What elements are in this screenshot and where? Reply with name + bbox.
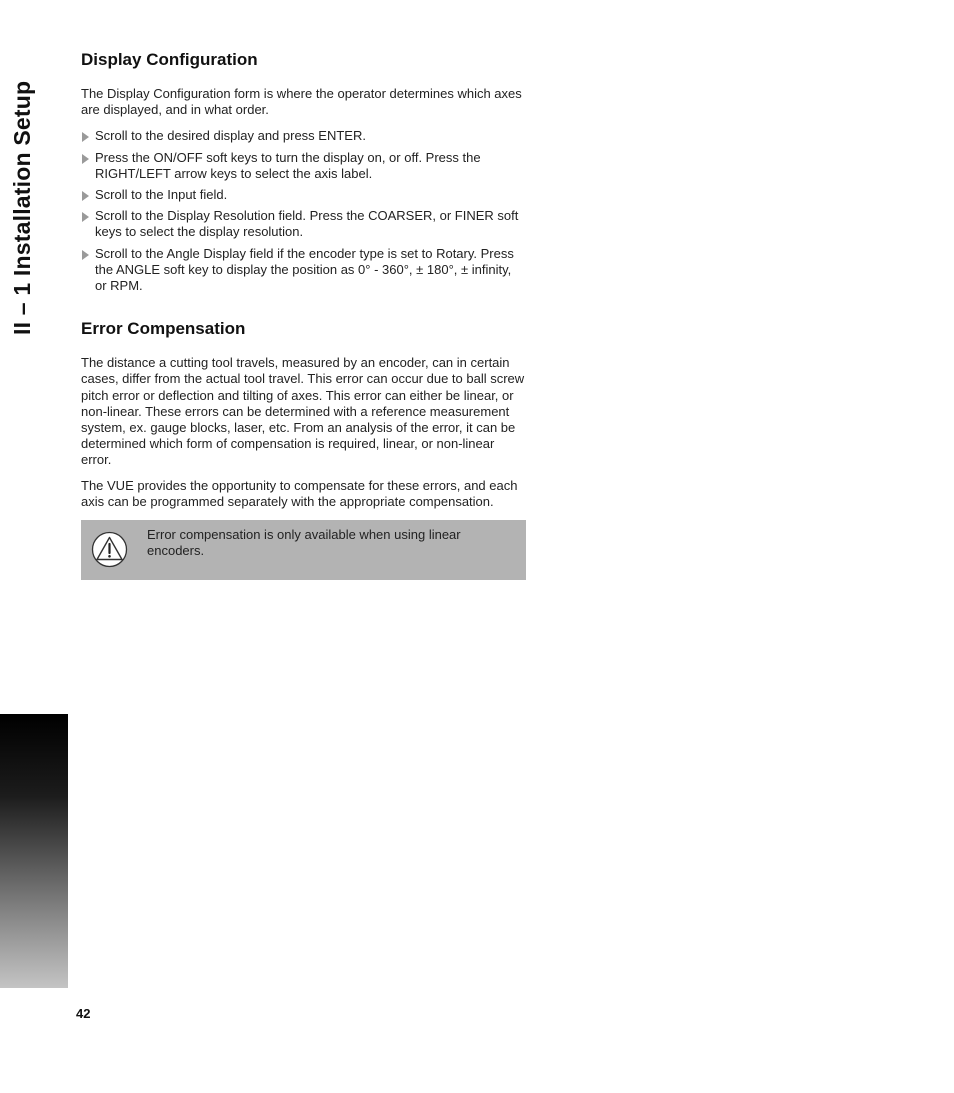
page-number: 42 xyxy=(76,1006,91,1021)
intro-paragraph: The Display Configuration form is where the operator determines which axes are displayed, and in what order. xyxy=(81,86,522,118)
triangle-bullet-icon xyxy=(82,154,89,164)
chapter-title: II – 1 Installation Setup xyxy=(9,80,35,335)
triangle-bullet-icon xyxy=(82,191,89,201)
note-text: Error compensation is only available when using linear encoders. xyxy=(147,527,461,559)
section-title-error-compensation: Error Compensation xyxy=(81,319,246,339)
triangle-bullet-icon xyxy=(82,212,89,222)
list-item: Scroll to the Input field. xyxy=(81,187,526,203)
error-paragraph-2: The VUE provides the opportunity to compensate for these errors, and each axis can be programmed separately with the appropriate compensation. xyxy=(81,477,518,509)
section-title-display-configuration: Display Configuration xyxy=(81,50,258,69)
error-paragraph-1: The distance a cutting tool travels, measured by an encoder, can in certain cases, differ from the actual tool travel. This error can occur due to ball screw pitch error or deflection and tilting of axes. This error can either be linear, or non-linear. These errors can be determined with a reference measurement system, ex. gauge blocks, laser, etc. From an analysis of the error, it can be determined which form of compensation is required, linear, or non-linear error. xyxy=(81,355,525,468)
thumb-tab-marker xyxy=(0,714,68,988)
triangle-bullet-icon xyxy=(82,250,89,260)
list-item: Press the ON/OFF soft keys to turn the display on, or off. Press the RIGHT/LEFT arrow keys to select the axis label. xyxy=(81,150,526,182)
note-box xyxy=(81,520,526,580)
warning-icon xyxy=(91,531,128,568)
list-item: Scroll to the Display Resolution field. Press the COARSER, or FINER soft keys to select the display resolution. xyxy=(81,208,526,240)
list-item: Scroll to the Angle Display field if the encoder type is set to Rotary. Press the ANGLE soft key to display the position as 0° - 360°, ± 180°, ± infinity, or RPM. xyxy=(81,246,526,295)
page-content xyxy=(81,48,526,580)
side-tab xyxy=(0,0,68,990)
list-item: Scroll to the desired display and press ENTER. xyxy=(81,128,526,144)
triangle-bullet-icon xyxy=(82,132,89,142)
steps-list xyxy=(81,128,526,294)
